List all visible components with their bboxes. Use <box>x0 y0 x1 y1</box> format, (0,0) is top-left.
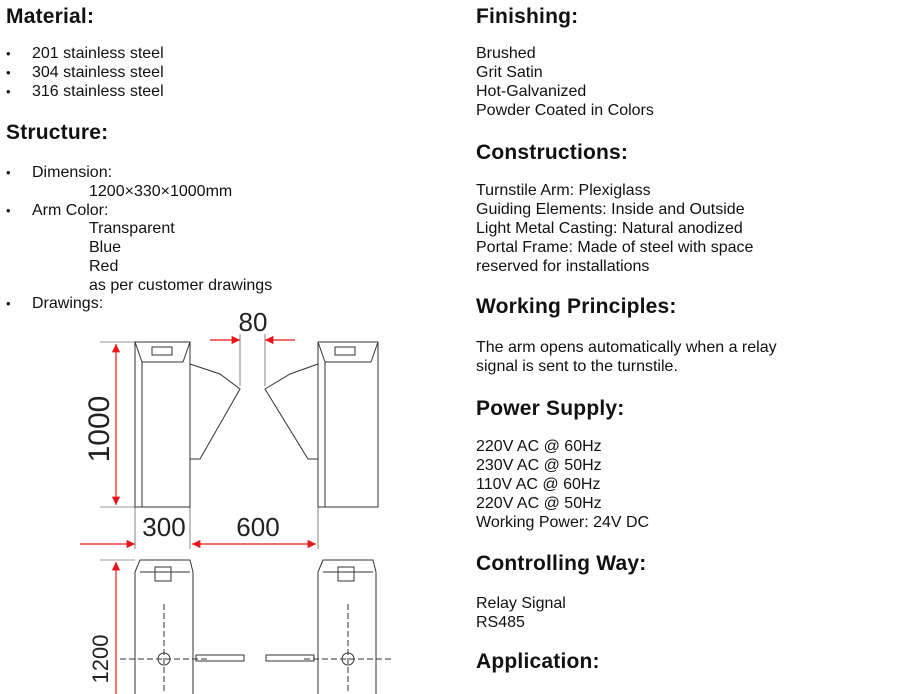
dim-length-label: 1200 <box>88 634 113 684</box>
finishing-item: Powder Coated in Colors <box>476 102 654 119</box>
finishing-item: Hot-Galvanized <box>476 83 587 100</box>
controlling-line: Relay Signal <box>476 595 566 612</box>
power-line: Working Power: 24V DC <box>476 514 650 531</box>
working-line: signal is sent to the turnstile. <box>476 358 678 375</box>
arm-color-item: as per customer drawings <box>89 277 273 294</box>
arm-color-item: Transparent <box>89 220 175 237</box>
controlling-heading: Controlling Way: <box>476 552 647 575</box>
application-heading: Application: <box>476 650 600 673</box>
right-arm-top <box>266 655 314 661</box>
dimension-value: 1200×330×1000mm <box>89 183 233 200</box>
constructions-line: Portal Frame: Made of steel with space <box>476 239 754 256</box>
power-line: 110V AC @ 60Hz <box>476 476 601 493</box>
constructions-line: reserved for installations <box>476 258 650 275</box>
right-flap <box>265 364 318 459</box>
working-line: The arm opens automatically when a relay <box>476 339 777 356</box>
constructions-line: Light Metal Casting: Natural anodized <box>476 220 743 237</box>
controlling-line: RS485 <box>476 614 525 631</box>
power-line: 230V AC @ 50Hz <box>476 457 602 474</box>
power-line: 220V AC @ 50Hz <box>476 495 602 512</box>
finishing-item: Grit Satin <box>476 64 543 81</box>
dim-gap-label: 80 <box>238 307 268 337</box>
left-arm-top <box>196 655 244 661</box>
left-cabinet-top <box>120 560 208 694</box>
material-heading: Material: <box>6 5 95 28</box>
constructions-line: Turnstile Arm: Plexiglass <box>476 182 651 199</box>
left-cabinet-front <box>135 342 190 507</box>
right-cabinet-front <box>318 342 378 507</box>
finishing-heading: Finishing: <box>476 5 579 28</box>
dim-width-label: 300 <box>142 512 186 542</box>
left-flap <box>190 364 240 459</box>
right-cabinet-top <box>304 560 392 694</box>
arm-color-item: Blue <box>89 239 122 256</box>
structure-heading: Structure: <box>6 121 109 144</box>
arm-color-item: Red <box>89 258 119 275</box>
constructions-heading: Constructions: <box>476 141 629 164</box>
dim-height-label: 1000 <box>83 395 116 463</box>
finishing-item: Brushed <box>476 45 536 62</box>
working-heading: Working Principles: <box>476 295 677 318</box>
power-line: 220V AC @ 60Hz <box>476 438 602 455</box>
constructions-line: Guiding Elements: Inside and Outside <box>476 201 745 218</box>
turnstile-drawing <box>80 304 410 694</box>
power-heading: Power Supply: <box>476 397 625 420</box>
dim-passage-label: 600 <box>236 512 280 542</box>
